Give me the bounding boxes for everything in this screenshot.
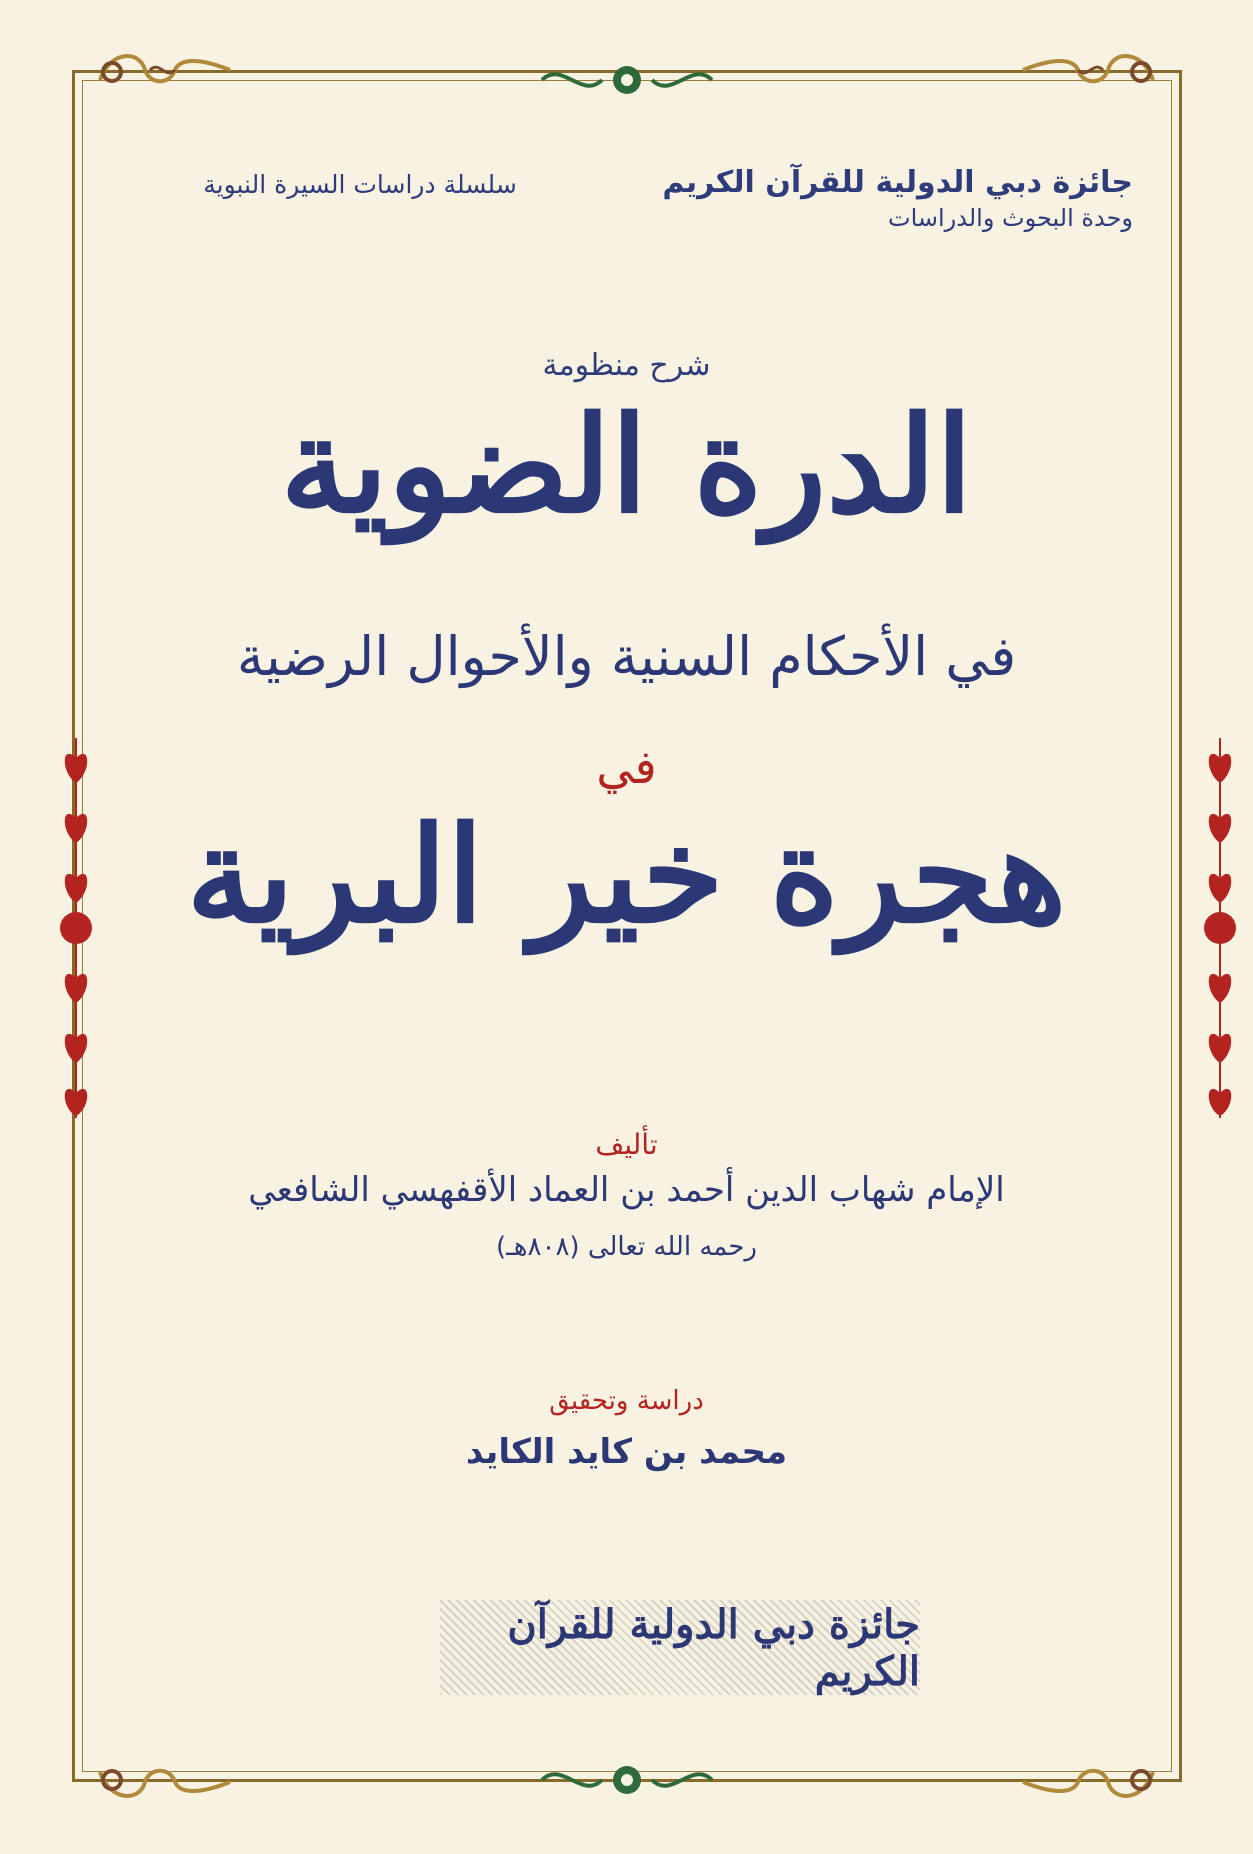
main-title: الدرة الضوية	[280, 388, 973, 543]
research-unit: وحدة البحوث والدراسات	[887, 204, 1133, 232]
main-title-second: هجرة خير البرية	[186, 798, 1067, 953]
corner-scroll-ornament-bottom-left	[90, 1752, 240, 1812]
subtitle: في الأحكام السنية والأحوال الرضية	[236, 625, 1017, 688]
floral-center-ornament-bottom	[532, 1755, 722, 1805]
award-title: جائزة دبي الدولية للقرآن الكريم	[662, 165, 1133, 200]
corner-scroll-ornament-top-left	[90, 40, 240, 100]
author-name: الإمام شهاب الدين أحمد بن العماد الأقفهسي الشافعي	[248, 1170, 1005, 1210]
editor-name: محمد بن كايد الكايد	[465, 1432, 788, 1472]
header-organization	[662, 165, 1133, 232]
corner-scroll-ornament-bottom-right	[1013, 1752, 1163, 1812]
editor-label: دراسة وتحقيق	[549, 1386, 704, 1416]
corner-scroll-ornament-top-right	[1013, 40, 1163, 100]
series-name: سلسلة دراسات السيرة النبوية	[203, 170, 517, 199]
title-connector: في	[596, 740, 657, 794]
floral-center-ornament-top	[532, 55, 722, 105]
title-prefix: شرح منظومة	[542, 348, 711, 383]
publisher-logo-text: جائزة دبي الدولية للقرآن الكريم	[507, 1600, 920, 1695]
author-death-note: رحمه الله تعالى (٨٠٨هـ)	[496, 1232, 757, 1262]
authorship-label: تأليف	[595, 1128, 658, 1161]
publisher-logo	[440, 1600, 920, 1695]
